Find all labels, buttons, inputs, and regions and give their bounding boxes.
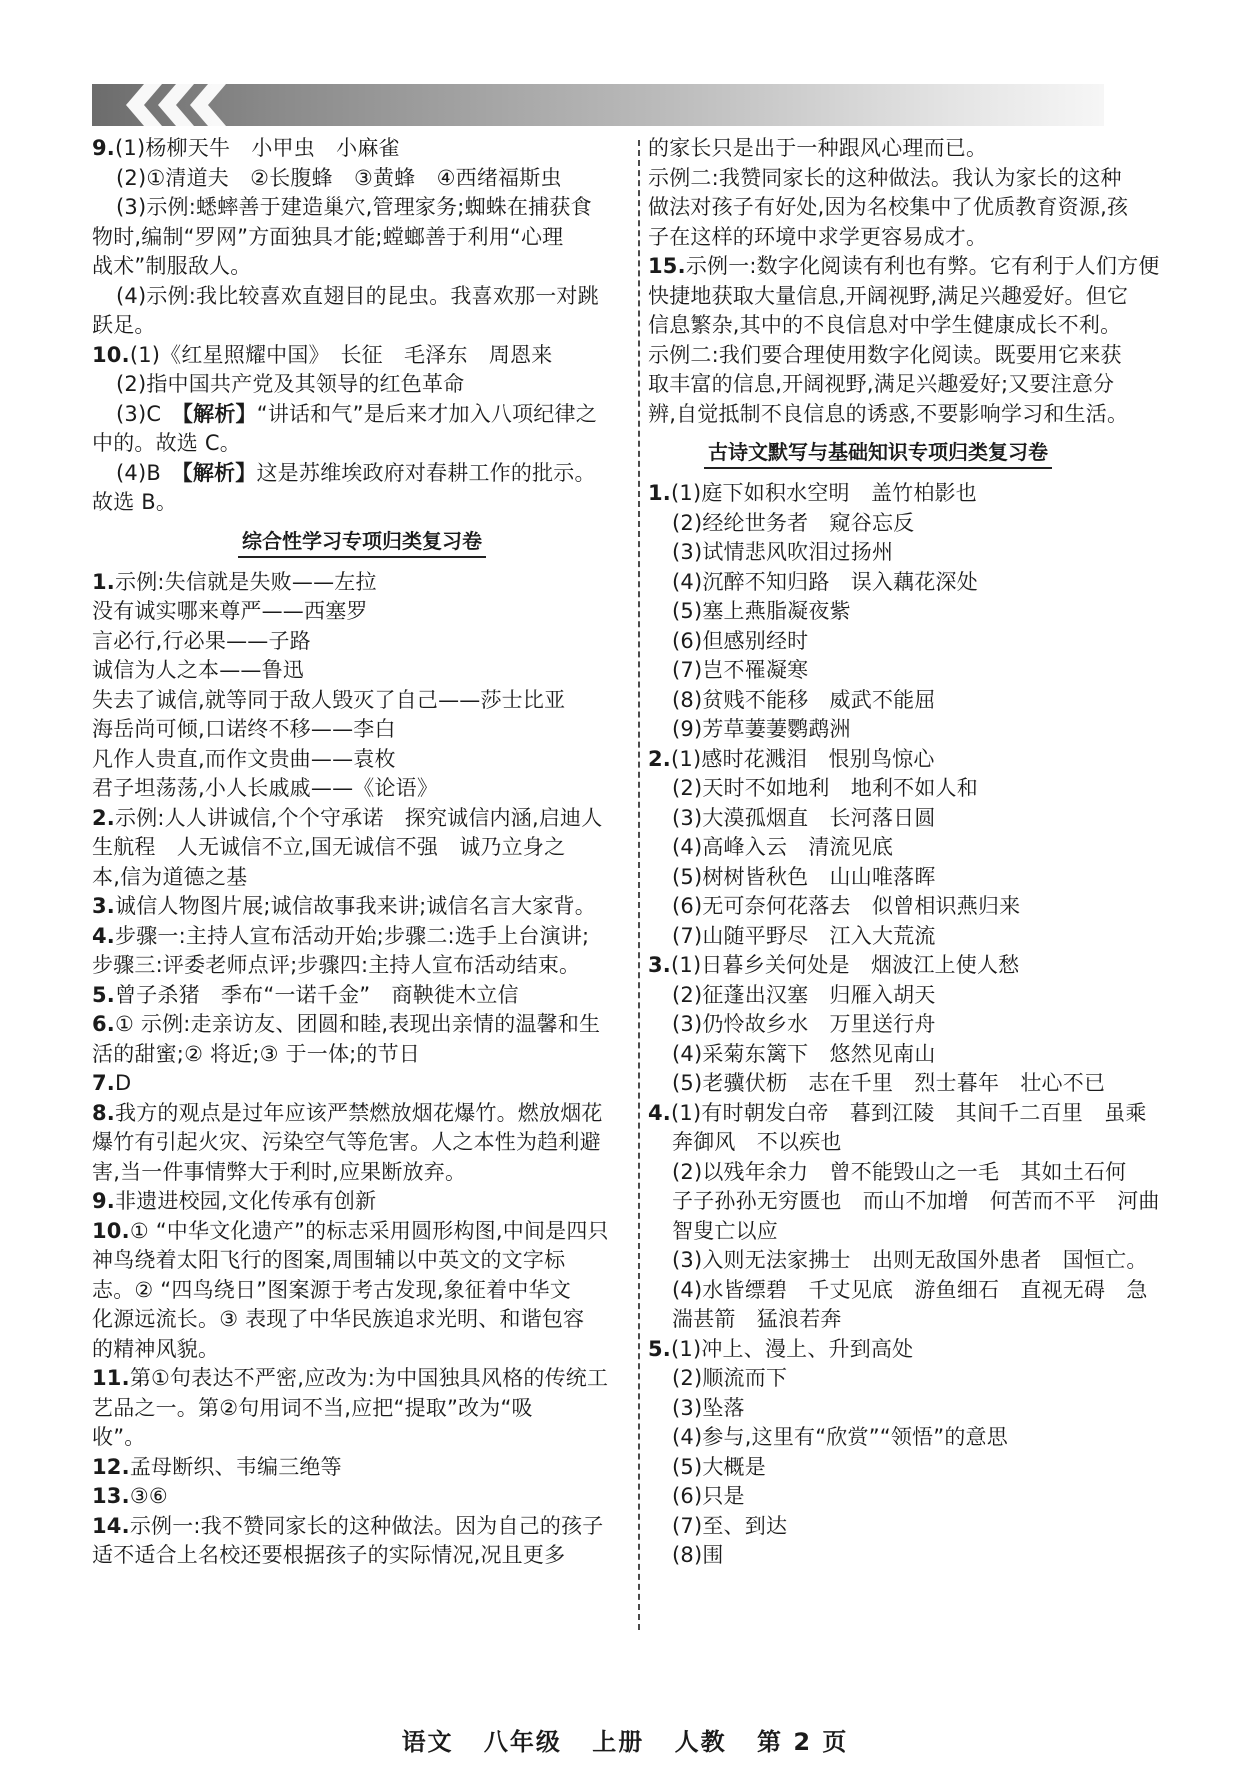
answer-text: 做法对孩子有好处,因为名校集中了优质教育资源,孩 <box>648 195 1129 219</box>
answer-text: 步骤三:评委老师点评;步骤四:主持人宣布活动结束。 <box>92 953 581 977</box>
answer-line <box>92 833 632 863</box>
answer-line <box>648 656 1108 686</box>
answer-text: 凡作人贵直,而作文贵曲——袁枚 <box>92 746 396 771</box>
answer-line <box>648 400 1129 430</box>
answer-text: 孟母断织、韦编三绝等 <box>129 1454 342 1479</box>
answer-text: (3)C <box>116 401 183 426</box>
page-footer <box>0 1722 1250 1757</box>
answer-line <box>92 863 632 893</box>
answer-text: 子在这样的环境中求学更容易成才。 <box>648 224 988 249</box>
analysis-tag: 【解析】 <box>182 401 257 426</box>
question-number: 1. <box>92 569 115 594</box>
answer-text: (7)至、到达 <box>672 1513 788 1538</box>
answer-line <box>648 1276 1148 1306</box>
answer-text: (5)树树皆秋色 山山唯落晖 <box>672 864 936 889</box>
answer-text: 艺品之一。第②句用词不当,应把“提取”改为“吸 <box>92 1395 533 1420</box>
answer-line <box>648 833 1108 863</box>
answer-line <box>648 1423 1108 1453</box>
answer-line <box>648 715 1108 745</box>
question-number: 9. <box>92 1189 115 1213</box>
answer-text: (1)日暮乡关何处是 烟波江上使人愁 <box>671 953 1020 977</box>
answer-line <box>648 311 1122 341</box>
footer-grade: 八年级 <box>483 1728 562 1756</box>
answer-text: (1)庭下如积水空明 盖竹柏影也 <box>671 481 977 505</box>
answer-text: (4)B <box>116 460 183 485</box>
footer-volume: 上册 <box>592 1728 645 1756</box>
answer-text: 非遗进校园,文化传承有创新 <box>115 1189 377 1213</box>
answer-line <box>92 193 632 223</box>
answer-line <box>648 1187 1160 1217</box>
answer-line <box>92 400 632 430</box>
header-banner <box>92 84 1104 126</box>
answer-item <box>648 1099 1147 1129</box>
answer-text: 步骤一:主持人宣布活动开始;步骤二:选手上台演讲; <box>115 923 590 948</box>
answer-line <box>648 1364 1108 1394</box>
answer-line <box>648 804 1108 834</box>
answer-text: (3)坠落 <box>672 1395 745 1420</box>
answer-text: 化源远流长。③ 表现了中华民族追求光明、和谐包容 <box>92 1307 585 1331</box>
question-number: 9. <box>92 136 115 160</box>
answer-line <box>92 1158 632 1188</box>
answer-text: 示例二:我赞同家长的这种做法。我认为家长的这种 <box>648 165 1122 190</box>
answer-text: 曾子杀猪 季布“一诺千金” 商鞅徙木立信 <box>115 982 519 1007</box>
answer-text: 物时,编制“罗网”方面独具才能;螳螂善于利用“心理 <box>92 224 564 249</box>
answer-line <box>92 1305 632 1335</box>
answer-line <box>92 1335 632 1365</box>
answer-item <box>648 479 1108 509</box>
answer-line <box>648 193 1129 223</box>
answer-line <box>648 1010 1108 1040</box>
answer-line <box>648 1158 1127 1188</box>
answer-text: (6)无可奈何花落去 似曾相识燕归来 <box>672 894 1021 918</box>
answer-text: 爆竹有引起火灾、污染空气等危害。人之本性为趋利避 <box>92 1130 601 1154</box>
answer-line <box>648 1040 1108 1070</box>
answer-text: 智叟亡以应 <box>672 1218 778 1243</box>
answer-line <box>92 774 632 804</box>
answer-text: 生航程 人无诚信不立,国无诚信不强 诚乃立身之 <box>92 835 566 859</box>
answer-line <box>92 627 632 657</box>
answer-text: (4)参与,这里有“欣赏”“领悟”的意思 <box>672 1425 1008 1449</box>
answer-line <box>648 892 1108 922</box>
answer-line <box>92 164 632 194</box>
answer-text: 没有诚实哪来尊严——西塞罗 <box>92 599 368 623</box>
answer-text: (4)高峰入云 清流见底 <box>672 835 894 859</box>
answer-text: 奔御风 不以疾也 <box>672 1130 842 1154</box>
answer-text: 湍甚箭 猛浪若奔 <box>672 1307 842 1331</box>
question-number: 6. <box>92 1012 115 1036</box>
section-title <box>92 526 632 556</box>
answer-line <box>92 686 632 716</box>
answer-line <box>648 370 1115 400</box>
answer-text: 故选 B。 <box>92 490 178 514</box>
answer-text: (3)入则无法家拂士 出则无敌国外患者 国恒亡。 <box>672 1248 1148 1272</box>
answer-line <box>92 1040 632 1070</box>
answer-line <box>92 1423 632 1453</box>
answer-item <box>92 1453 632 1483</box>
answer-text: 取丰富的信息,开阔视野,满足兴趣爱好;又要注意分 <box>648 372 1115 396</box>
question-number: 14. <box>92 1513 130 1538</box>
answer-line <box>648 774 1108 804</box>
answer-text: (2)征蓬出汉塞 归雁入胡天 <box>672 982 936 1007</box>
answer-text: 害,当一件事情弊大于利时,应果断放弃。 <box>92 1159 467 1184</box>
answer-line <box>92 597 632 627</box>
answer-item <box>648 951 1108 981</box>
answer-item <box>92 1364 632 1394</box>
answer-line <box>648 1305 1108 1335</box>
question-number: 15. <box>648 254 686 278</box>
answer-item <box>92 1099 632 1129</box>
question-number: 2. <box>92 805 115 830</box>
answer-text: 诚信人物图片展;诚信故事我来讲;诚信名言大家背。 <box>115 894 596 918</box>
analysis-text: 这是苏维埃政府对春耕工作的批示。 <box>256 460 596 485</box>
answer-text: (5)大概是 <box>672 1454 766 1479</box>
question-number: 8. <box>92 1100 115 1125</box>
answer-line <box>92 1246 632 1276</box>
answer-item <box>648 1335 1108 1365</box>
question-number: 2. <box>648 746 671 771</box>
answer-line <box>648 341 1122 371</box>
answer-item <box>92 134 632 164</box>
answer-text: (3)试情悲风吹泪过扬州 <box>672 540 894 564</box>
answer-line <box>648 922 1108 952</box>
section-title-text: 古诗文默写与基础知识专项归类复习卷 <box>704 440 1052 469</box>
section-title-text: 综合性学习专项归类复习卷 <box>238 529 486 558</box>
answer-line <box>648 981 1108 1011</box>
question-number: 5. <box>92 982 115 1007</box>
answer-item <box>92 804 632 834</box>
answer-text: 的家长只是出于一种跟风心理而已。 <box>648 136 988 160</box>
answer-text: (2)指中国共产党及其领导的红色革命 <box>116 372 465 396</box>
footer-edition: 人教 <box>674 1728 727 1756</box>
answer-line <box>92 1541 632 1571</box>
answer-line <box>92 252 632 282</box>
question-number: 12. <box>92 1454 130 1479</box>
answer-line <box>648 686 1108 716</box>
answer-item <box>92 1187 632 1217</box>
answer-line <box>648 627 1108 657</box>
answer-item <box>92 1010 632 1040</box>
answer-text: (6)只是 <box>672 1484 745 1508</box>
answer-item <box>648 252 1160 282</box>
answer-line <box>648 1217 1108 1247</box>
question-number: 10. <box>92 1218 130 1243</box>
footer-page-number: 第 2 页 <box>757 1728 849 1756</box>
left-column <box>92 134 632 1571</box>
question-number: 13. <box>92 1484 130 1508</box>
double-chevron-left-icon <box>110 84 280 126</box>
answer-item <box>648 745 1108 775</box>
answer-line <box>92 1394 632 1424</box>
answer-line <box>648 538 1108 568</box>
answer-text: (7)岂不罹凝寒 <box>672 658 809 682</box>
answer-line <box>648 1069 1108 1099</box>
answer-text: (2)以残年余力 曾不能毁山之一毛 其如土石何 <box>672 1159 1127 1184</box>
answer-line <box>92 715 632 745</box>
answer-text: (4)示例:我比较喜欢直翅目的昆虫。我喜欢那一对跳 <box>116 283 599 308</box>
answer-text: 言必行,行必果——子路 <box>92 628 311 653</box>
answer-text: (9)芳草萋萋鹦鹉洲 <box>672 717 851 741</box>
answer-text: (3)示例:蟋蟀善于建造巢穴,管理家务;蜘蛛在捕获食 <box>116 195 592 219</box>
answer-line <box>648 1453 1108 1483</box>
answer-text: (7)山随平野尽 江入大荒流 <box>672 923 936 948</box>
right-column <box>648 134 1160 1571</box>
answer-text: (5)老骥伏枥 志在千里 烈士暮年 壮心不已 <box>672 1071 1106 1095</box>
answer-text: 第①句表达不严密,应改为:为中国独具风格的传统工 <box>129 1366 609 1390</box>
answer-text: 收”。 <box>92 1425 146 1449</box>
answer-text: 本,信为道德之基 <box>92 864 248 889</box>
answer-text: 君子坦荡荡,小人长戚戚——《论语》 <box>92 776 439 800</box>
footer-subject: 语文 <box>401 1728 454 1756</box>
answer-text: 失去了诚信,就等同于敌人毁灭了自己——莎士比亚 <box>92 687 566 712</box>
analysis-text: “讲话和气”是后来才加入八项纪律之 <box>256 401 597 426</box>
answer-line <box>648 223 1108 253</box>
answer-item <box>92 1069 632 1099</box>
answer-line <box>648 1482 1108 1512</box>
answer-line <box>92 951 632 981</box>
answer-text: 诚信为人之本——鲁迅 <box>92 658 304 682</box>
answer-text: ③⑥ <box>129 1484 168 1508</box>
answer-text: (1)冲上、漫上、升到高处 <box>671 1336 914 1361</box>
answer-item <box>92 341 632 371</box>
answer-text: 适不适合上名校还要根据孩子的实际情况,况且更多 <box>92 1543 566 1567</box>
answer-line <box>92 745 632 775</box>
answer-text: 示例一:数字化阅读有利也有弊。它有利于人们方便 <box>685 254 1160 278</box>
answer-text: (4)沉醉不知归路 误入藕花深处 <box>672 569 978 594</box>
answer-text: (8)围 <box>672 1543 724 1567</box>
question-number: 1. <box>648 481 671 505</box>
answer-text: 示例:失信就是失败——左拉 <box>115 569 377 594</box>
analysis-tag: 【解析】 <box>182 460 257 485</box>
answer-text: 的精神风貌。 <box>92 1336 220 1361</box>
answer-line <box>92 488 632 518</box>
answer-line <box>648 1512 1108 1542</box>
section-title <box>648 437 1108 467</box>
answer-line <box>648 863 1108 893</box>
answer-line <box>648 509 1108 539</box>
question-number: 3. <box>648 953 671 977</box>
answer-text: (1)《红星照耀中国》 长征 毛泽东 周恩来 <box>129 342 553 367</box>
answer-line <box>92 282 632 312</box>
answer-text: 志。② “四鸟绕日”图案源于考古发现,象征着中华文 <box>92 1277 571 1302</box>
answer-text: ① 示例:走亲访友、团圆和睦,表现出亲情的温馨和生 <box>115 1012 601 1036</box>
question-number: 10. <box>92 342 130 367</box>
answer-line <box>92 656 632 686</box>
question-number: 3. <box>92 894 115 918</box>
answer-line <box>648 1541 1108 1571</box>
question-number: 4. <box>92 923 115 948</box>
answer-item <box>92 922 632 952</box>
answer-line <box>92 429 632 459</box>
answer-text: 活的甜蜜;② 将近;③ 于一体;的节日 <box>92 1041 421 1066</box>
answer-text: D <box>115 1071 132 1095</box>
answer-line <box>92 311 632 341</box>
answer-text: (6)但感别经时 <box>672 628 809 653</box>
answer-text: 信息繁杂,其中的不良信息对中学生健康成长不利。 <box>648 313 1122 337</box>
answer-text: (8)贫贱不能移 威武不能屈 <box>672 687 936 712</box>
answer-item <box>92 1512 632 1542</box>
answer-text: (2)经纶世务者 窥谷忘反 <box>672 510 915 535</box>
answer-item <box>92 1482 632 1512</box>
answer-text: (1)杨柳天牛 小甲虫 小麻雀 <box>115 136 400 160</box>
column-divider <box>638 140 640 1630</box>
answer-line <box>648 1246 1148 1276</box>
question-number: 7. <box>92 1071 115 1095</box>
answer-text: 我方的观点是过年应该严禁燃放烟花爆竹。燃放烟花 <box>115 1100 603 1125</box>
answer-text: 示例:人人讲诚信,个个守承诺 探究诚信内涵,启迪人 <box>115 805 603 830</box>
answer-text: (2)①清道夫 ②长腹蜂 ③黄蜂 ④西绪福斯虫 <box>116 165 562 190</box>
answer-text: (1)感时花溅泪 恨别鸟惊心 <box>671 746 935 771</box>
answer-line <box>648 164 1122 194</box>
answer-item <box>92 981 632 1011</box>
answer-text: (4)水皆缥碧 千丈见底 游鱼细石 直视无碍 急 <box>672 1277 1148 1302</box>
question-number: 4. <box>648 1100 671 1125</box>
answer-text: (3)仍怜故乡水 万里送行舟 <box>672 1012 936 1036</box>
answer-line <box>92 459 632 489</box>
answer-text: 战术”制服敌人。 <box>92 254 252 278</box>
question-number: 11. <box>92 1366 130 1390</box>
answer-text: 快捷地获取大量信息,开阔视野,满足兴趣爱好。但它 <box>648 283 1129 308</box>
answer-text: 中的。故选 C。 <box>92 431 241 455</box>
answer-text: 辨,自觉抵制不良信息的诱惑,不要影响学习和生活。 <box>648 401 1129 426</box>
answer-text: (4)采菊东篱下 悠然见南山 <box>672 1041 936 1066</box>
answer-text: (2)顺流而下 <box>672 1366 788 1390</box>
answer-text: (2)天时不如地利 地利不如人和 <box>672 776 978 800</box>
question-number: 5. <box>648 1336 671 1361</box>
answer-line <box>92 1128 632 1158</box>
answer-line <box>92 1276 632 1306</box>
answer-line <box>648 1394 1108 1424</box>
answer-text: (1)有时朝发白帝 暮到江陵 其间千二百里 虽乘 <box>671 1100 1147 1125</box>
answer-text: 示例二:我们要合理使用数字化阅读。既要用它来获 <box>648 342 1122 367</box>
answer-text: 示例一:我不赞同家长的这种做法。因为自己的孩子 <box>129 1513 604 1538</box>
answer-text: ① “中华文化遗产”的标志采用圆形构图,中间是四只 <box>129 1218 609 1243</box>
answer-text: (3)大漠孤烟直 长河落日圆 <box>672 805 936 830</box>
answer-line <box>92 223 632 253</box>
answer-line <box>92 370 632 400</box>
answer-line <box>648 282 1129 312</box>
answer-line <box>648 1128 1108 1158</box>
answer-line <box>648 134 1108 164</box>
answer-line <box>648 568 1108 598</box>
answer-line <box>648 597 1108 627</box>
answer-text: 子子孙孙无穷匮也 而山不加增 何苦而不平 河曲 <box>672 1189 1160 1213</box>
answer-text: (5)塞上燕脂凝夜紫 <box>672 599 851 623</box>
answer-text: 海岳尚可倾,口诺终不移——李白 <box>92 717 396 741</box>
answer-item <box>92 892 632 922</box>
answer-item <box>92 568 632 598</box>
answer-text: 跃足。 <box>92 313 156 337</box>
answer-item <box>92 1217 632 1247</box>
answer-text: 神鸟绕着太阳飞行的图案,周围辅以中英文的文字标 <box>92 1248 566 1272</box>
